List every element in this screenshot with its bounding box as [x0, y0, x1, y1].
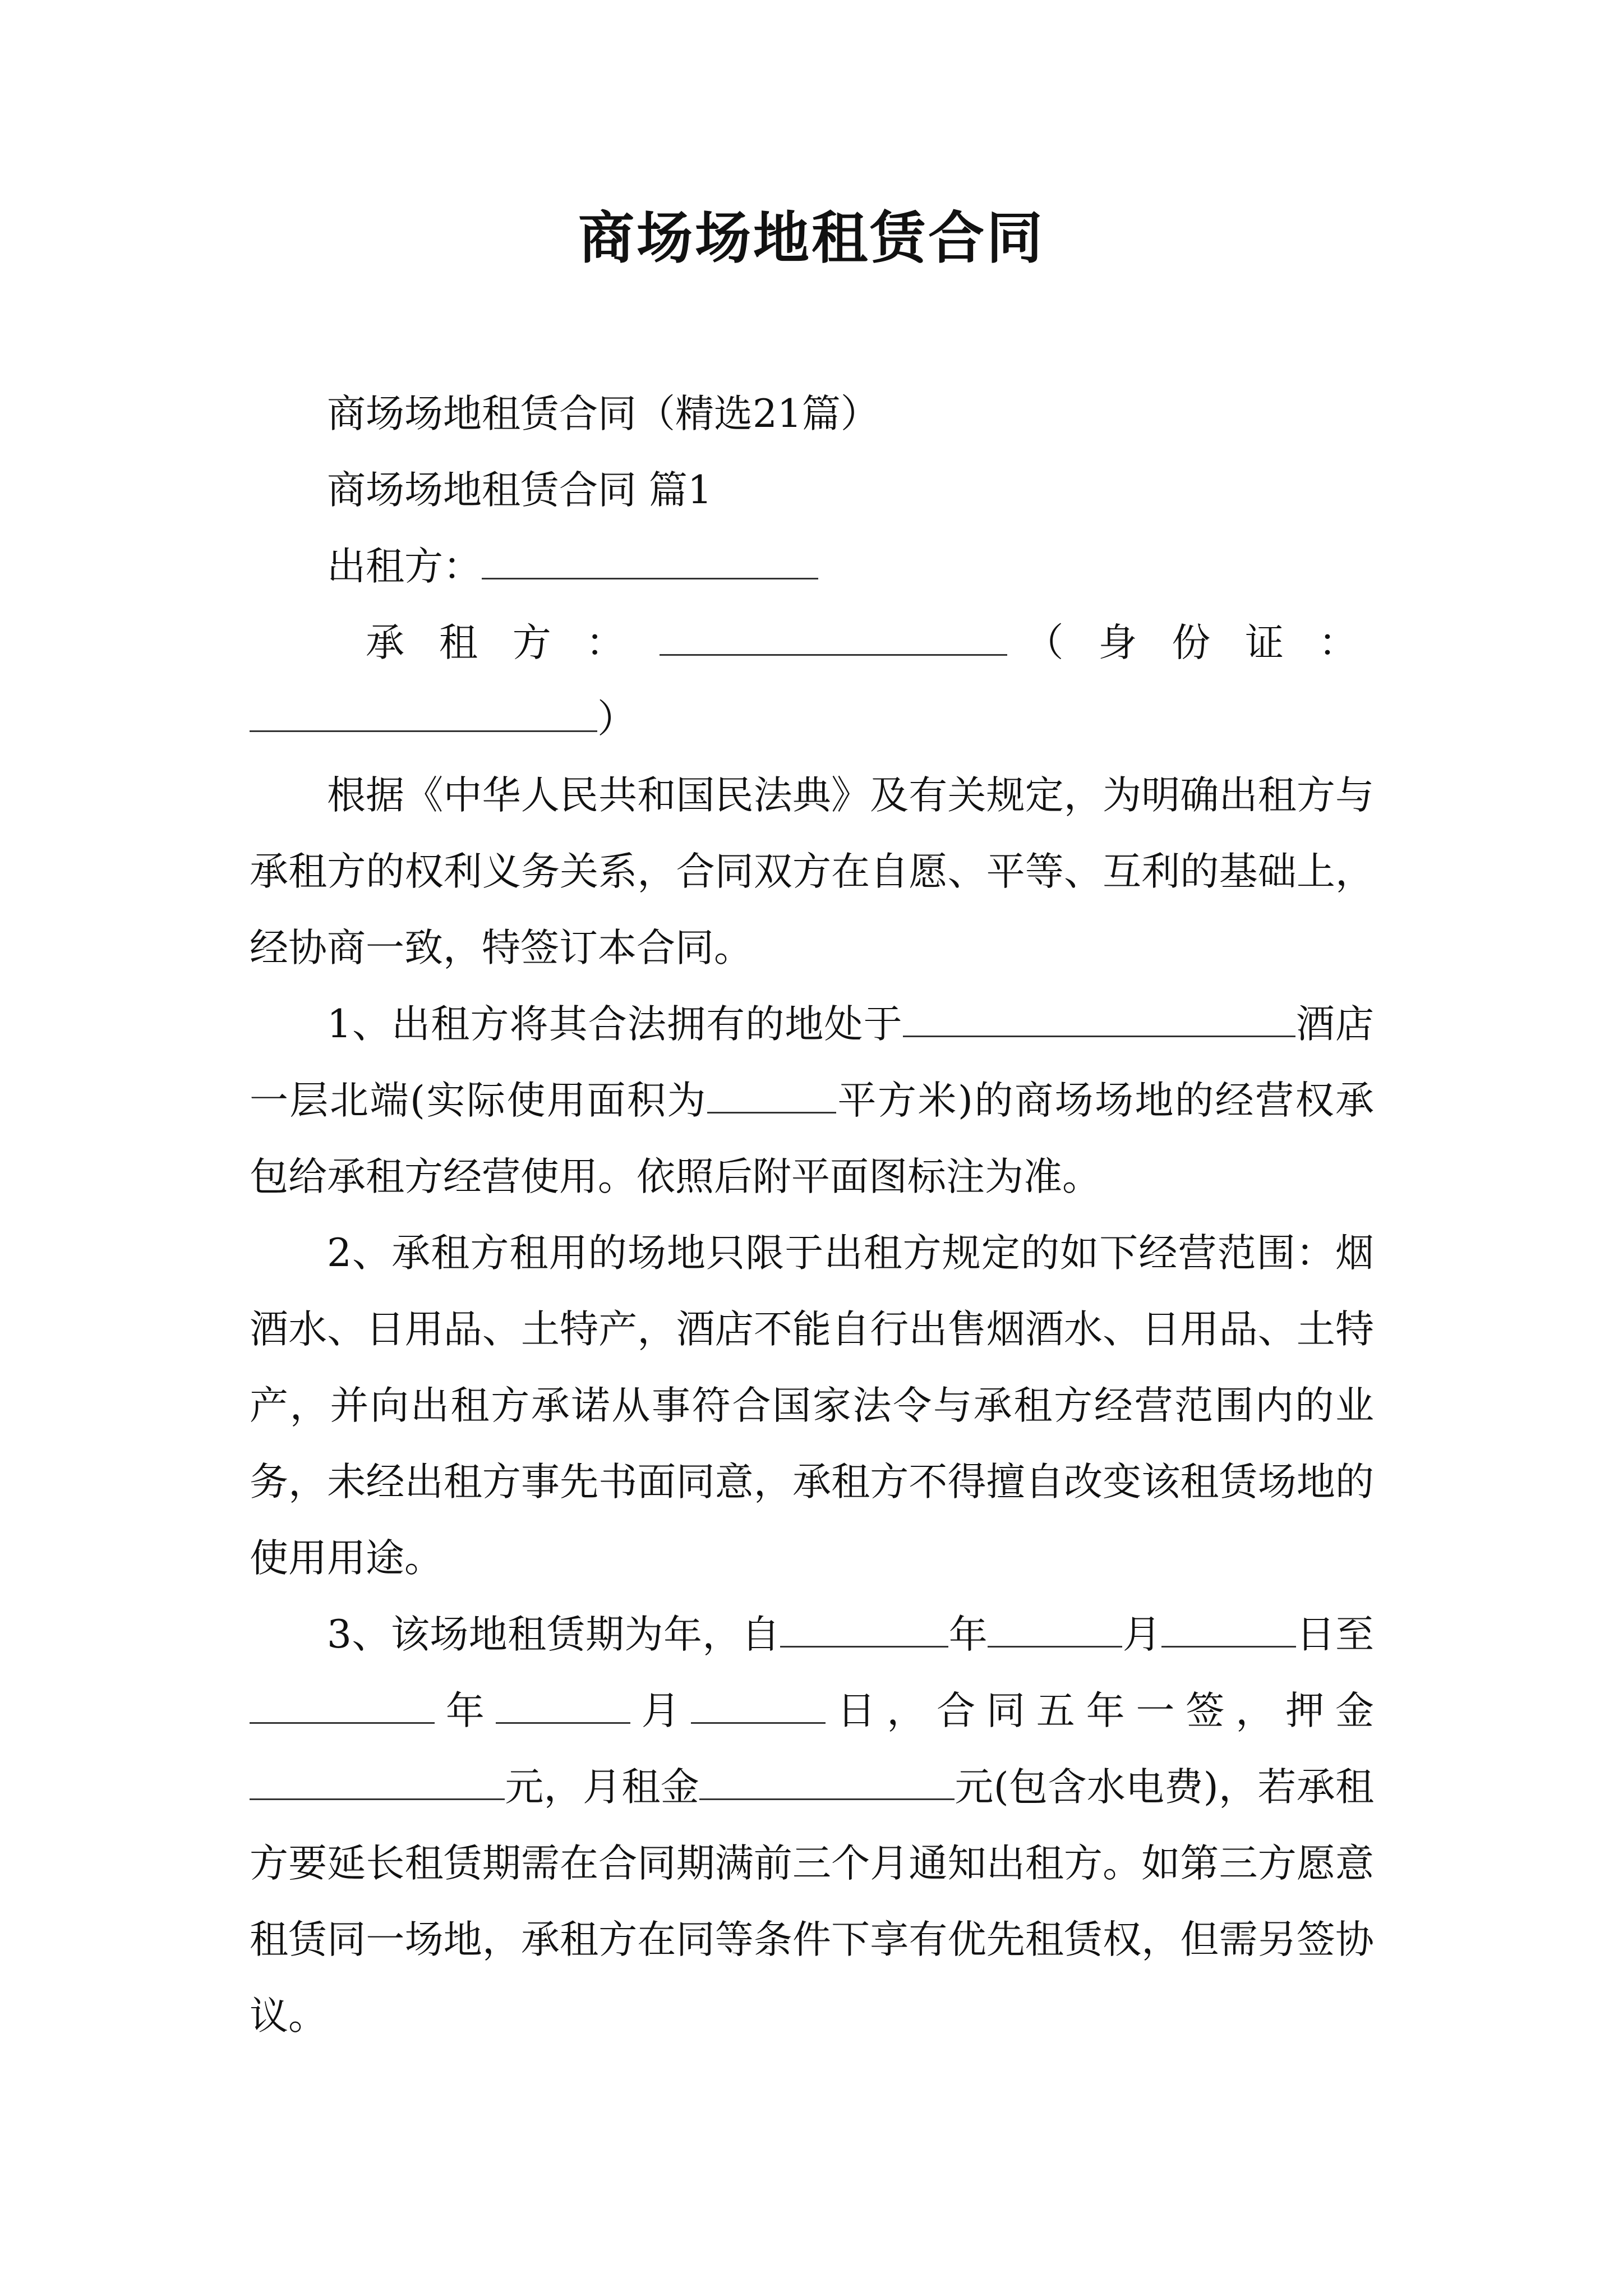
- location-blank: [903, 999, 1295, 1037]
- clause-1: [250, 986, 1374, 1215]
- lessor-label: 出租方：: [327, 544, 482, 589]
- lessor-line: [250, 528, 1374, 605]
- clause-3-dayto: 日至: [1296, 1612, 1375, 1657]
- clause-3-yuan: 元，月租金: [505, 1765, 700, 1810]
- start-month-blank: [988, 1609, 1122, 1648]
- lessor-blank: [482, 541, 818, 579]
- clause-2: 2、承租方租用的场地只限于出租方规定的如下经营范围：烟酒水、日用品、土特产，酒店不能自行出售烟酒水、日用品、土特产，并向出租方承诺从事符合国家法令与承租方经营范围内的业务，未经出租方事先书面同意，承租方不得擅自改变该租赁场地的使用用途。: [250, 1231, 1374, 1581]
- clause-1-part3: 平方米)的商场场地的经营权承包给承租方经营使用。依照后附平面图标注为准。: [250, 1078, 1375, 1199]
- lessee-blank: [660, 617, 1007, 656]
- start-day-blank: [1161, 1609, 1296, 1648]
- end-day-blank: [691, 1685, 826, 1724]
- clause-3-month2: 月: [630, 1688, 691, 1733]
- intro-paragraph: 根据《中华人民共和国民法典》及有关规定，为明确出租方与承租方的权利义务关系，合同双方在自愿、平等、互利的基础上，经协商一致，特签订本合同。: [250, 773, 1374, 970]
- document-subtitle: 商场场地租赁合同（精选21篇）: [327, 392, 879, 436]
- clause-3-part3: 元(包含水电费)，若承租方要延长租赁期需在合同期满前三个月通知出租方。如第三方愿意租赁同一场地，承租方在同等条件下享有优先租赁权，但需另签协议。: [250, 1765, 1375, 2039]
- clause-1-part2: 酒店一层北端(实际使用面积为: [250, 1002, 1374, 1123]
- clause-3: [250, 1596, 1374, 2054]
- clause-3-part2: 日，合同五年一签，押金: [826, 1688, 1375, 1733]
- end-month-blank: [496, 1685, 630, 1724]
- rent-blank: [699, 1761, 955, 1800]
- clause-3-year1: 年: [948, 1612, 988, 1657]
- clause-1-part1: 1、出租方将其合法拥有的地处于: [327, 1002, 903, 1047]
- start-year-blank: [780, 1609, 948, 1648]
- document-title: 商场场地租赁合同: [578, 205, 1045, 271]
- lessee-id-close: ）: [597, 697, 636, 742]
- lessee-label: 承租方：: [366, 620, 660, 665]
- area-blank: [707, 1075, 836, 1114]
- lessee-id-line: [250, 681, 1374, 757]
- document-body: [250, 376, 1374, 2054]
- lessee-line: [250, 605, 1374, 681]
- lessee-id-blank: [250, 693, 597, 732]
- deposit-blank: [250, 1761, 505, 1800]
- section-heading: 商场场地租赁合同 篇1: [327, 468, 712, 513]
- end-year-blank: [250, 1685, 435, 1724]
- clause-3-part1: 3、该场地租赁期为年，自: [327, 1612, 781, 1657]
- lessee-id-label: （身份证：: [1007, 620, 1375, 665]
- clause-3-year2: 年: [435, 1688, 496, 1733]
- clause-3-month1: 月: [1122, 1612, 1162, 1657]
